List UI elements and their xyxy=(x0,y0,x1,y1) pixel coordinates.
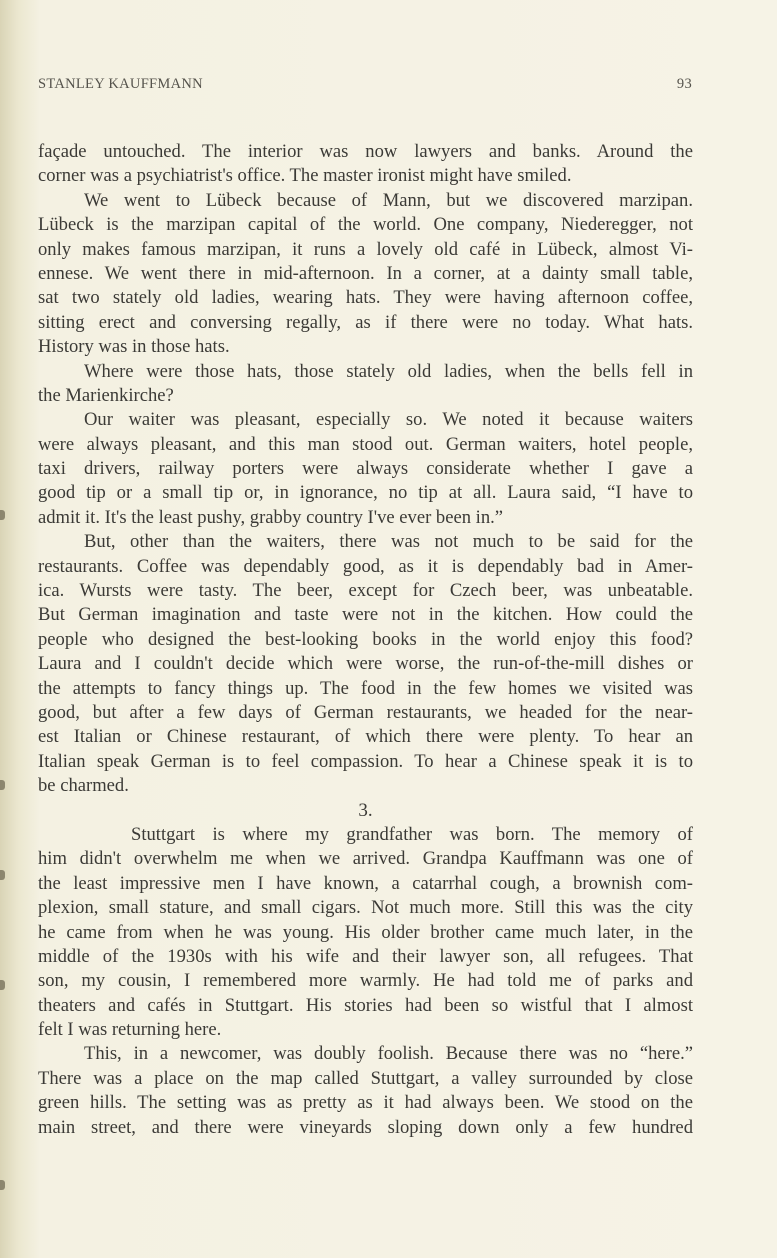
text-line: be charmed. xyxy=(38,775,129,797)
text-line: Our waiter was pleasant, especially so. We noted it because waiters xyxy=(84,409,693,431)
running-header xyxy=(38,76,692,93)
text-line: the attempts to fancy things up. The food in the few homes we visited was xyxy=(38,677,693,699)
text-line: son, my cousin, I remembered more warmly. He had told me of parks and xyxy=(38,970,693,992)
text-line: only makes famous marzipan, it runs a lovely old café in Lübeck, almost Vi- xyxy=(38,238,693,260)
text-line: people who designed the best-looking books in the world enjoy this food? xyxy=(38,628,693,650)
text-line: But, other than the waiters, there was not much to be said for the xyxy=(84,531,693,553)
text-line: good tip or a small tip or, in ignorance, no tip at all. Laura said, “I have to xyxy=(38,482,693,504)
running-header-author: STANLEY KAUFFMANN xyxy=(38,76,203,92)
text-line: This, in a newcomer, was doubly foolish. Because there was no “here.” xyxy=(84,1043,693,1065)
binding-mark xyxy=(0,980,5,990)
text-line: ica. Wursts were tasty. The beer, except for Czech beer, was unbeatable. xyxy=(38,580,693,602)
binding-mark xyxy=(0,1180,5,1190)
text-line: main street, and there were vineyards sloping down only a few hundred xyxy=(38,1116,693,1138)
binding-mark xyxy=(0,870,5,880)
text-line: est Italian or Chinese restaurant, of which there were plenty. To hear an xyxy=(38,726,693,748)
section-number: 3. xyxy=(358,799,373,821)
text-line: restaurants. Coffee was dependably good, as it is dependably bad in Amer- xyxy=(38,555,693,577)
text-line: the Marienkirche? xyxy=(38,384,174,406)
text-line: Stuttgart is where my grandfather was born. The memory of xyxy=(131,823,693,845)
text-line: We went to Lübeck because of Mann, but we discovered marzipan. xyxy=(84,189,693,211)
text-line: felt I was returning here. xyxy=(38,1019,222,1041)
text-line: But German imagination and taste were not in the kitchen. How could the xyxy=(38,604,693,626)
text-line: plexion, small stature, and small cigars. Not much more. Still this was the city xyxy=(38,897,693,919)
text-line: taxi drivers, railway porters were always considerate whether I gave a xyxy=(38,458,693,480)
text-line: green hills. The setting was as pretty as it had always been. We stood on the xyxy=(38,1092,693,1114)
text-line: he came from when he was young. His older brother came much later, in the xyxy=(38,921,693,943)
text-line: Lübeck is the marzipan capital of the world. One company, Niederegger, not xyxy=(38,214,693,236)
text-line: admit it. It's the least pushy, grabby country I've ever been in.” xyxy=(38,506,504,528)
text-line: sitting erect and conversing regally, as if there were no today. What hats. xyxy=(38,311,693,333)
text-line: middle of the 1930s with his wife and their lawyer son, all refugees. That xyxy=(38,945,693,967)
text-line: Where were those hats, those stately old ladies, when the bells fell in xyxy=(84,360,693,382)
body-text xyxy=(38,140,693,1140)
text-line: sat two stately old ladies, wearing hats. They were having afternoon coffee, xyxy=(38,287,693,309)
text-line: the least impressive men I have known, a catarrhal cough, a brownish com- xyxy=(38,872,693,894)
text-line: were always pleasant, and this man stood out. German waiters, hotel people, xyxy=(38,433,693,455)
text-line: Laura and I couldn't decide which were worse, the run-of-the-mill dishes or xyxy=(38,653,693,675)
text-line: corner was a psychiatrist's office. The master ironist might have smiled. xyxy=(38,165,572,187)
text-line: good, but after a few days of German restaurants, we headed for the near- xyxy=(38,701,693,723)
binding-mark xyxy=(0,780,5,790)
text-line: him didn't overwhelm me when we arrived. Grandpa Kauffmann was one of xyxy=(38,848,693,870)
binding-mark xyxy=(0,510,5,520)
text-line: There was a place on the map called Stuttgart, a valley surrounded by close xyxy=(38,1067,693,1089)
text-line: History was in those hats. xyxy=(38,336,230,358)
page-number: 93 xyxy=(676,76,692,92)
text-line: façade untouched. The interior was now lawyers and banks. Around the xyxy=(38,141,693,162)
text-line: Italian speak German is to feel compassion. To hear a Chinese speak it is to xyxy=(38,750,693,772)
text-line: theaters and cafés in Stuttgart. His stories had been so wistful that I almost xyxy=(38,994,693,1016)
text-line: ennese. We went there in mid-afternoon. In a corner, at a dainty small table, xyxy=(38,262,693,284)
